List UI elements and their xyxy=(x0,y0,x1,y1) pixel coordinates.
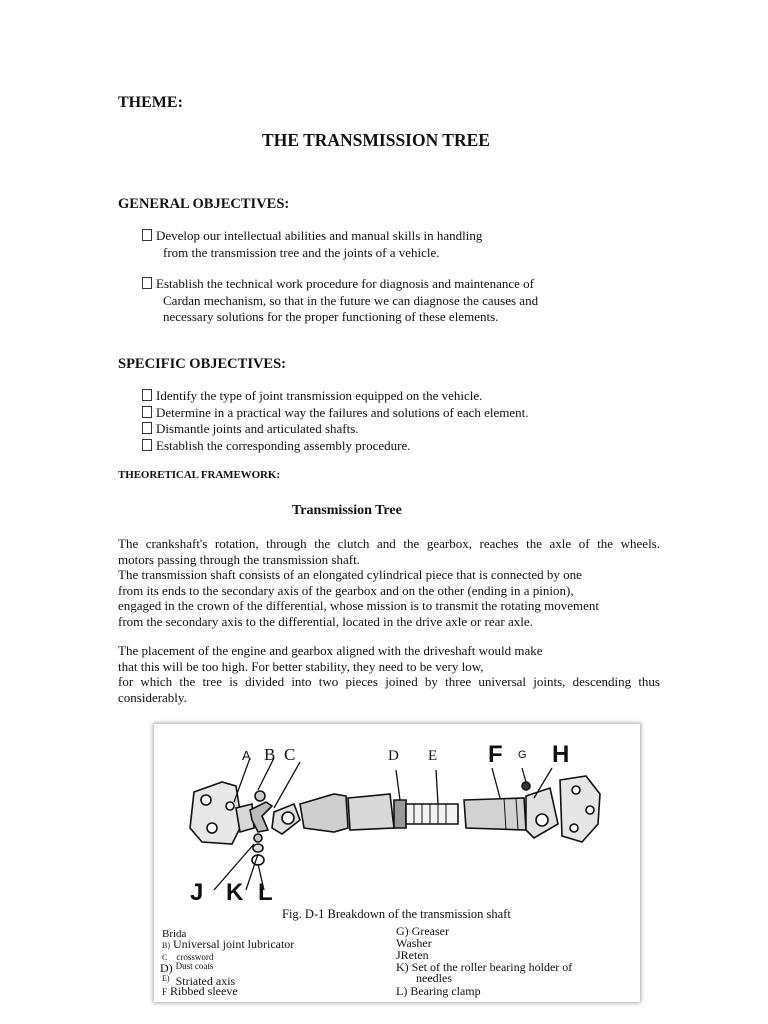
label-l: L xyxy=(258,879,273,906)
label-b: B xyxy=(264,745,276,764)
flange-left xyxy=(190,782,242,844)
checkbox-bullet-icon xyxy=(142,389,152,401)
document-title: THE TRANSMISSION TREE xyxy=(262,130,490,150)
list-item: Determine in a practical way the failures and solutions of each element. xyxy=(142,405,602,422)
legend-item: needles xyxy=(416,971,452,985)
transmission-shaft-figure xyxy=(154,724,640,1002)
checkbox-bullet-icon xyxy=(142,406,152,418)
legend-item: Washer xyxy=(396,936,432,950)
specific-objectives-list xyxy=(142,388,602,454)
legend-item: K) Set of the roller bearing holder of xyxy=(396,960,573,974)
label-d: D xyxy=(388,748,399,764)
legend-item: F Ribbed sleeve xyxy=(162,984,238,998)
general-objectives-heading: GENERAL OBJECTIVES: xyxy=(118,196,290,212)
legend-item: D) $^{Dust coats}$ xyxy=(160,961,214,975)
legend-item: L) Bearing clamp xyxy=(396,984,481,998)
general-objective-item: Establish the technical work procedure for diagnosis and maintenance of Cardan mechanism, so that in the future we can diagnose the causes and necessary solutions for the proper functioning of these elements. xyxy=(142,276,592,326)
label-c: C xyxy=(284,745,296,764)
legend-item: JReten xyxy=(396,948,429,962)
figure-caption: Fig. D-1 Breakdown of the transmission shaft xyxy=(282,907,511,921)
label-k: K xyxy=(226,879,244,906)
paragraph-2: The placement of the engine and gearbox aligned with the driveshaft would make that this will be too high. For better stability, they need to be very low, for which the tree is divided into two pieces joined by three universal joints, descending thus considerably. xyxy=(118,643,660,705)
checkbox-bullet-icon xyxy=(142,277,152,289)
label-a: A xyxy=(242,748,251,763)
section-title: Transmission Tree xyxy=(292,503,402,518)
general-objective-item: Develop our intellectual abilities and manual skills in handling from the transmission tree and the joints of a vehicle. xyxy=(142,228,582,261)
checkbox-bullet-icon xyxy=(142,422,152,434)
list-item: Dismantle joints and articulated shafts. xyxy=(142,421,602,438)
checkbox-bullet-icon xyxy=(142,229,152,241)
label-f: F xyxy=(488,741,503,768)
checkbox-bullet-icon xyxy=(142,439,152,451)
transmission-shaft-diagram xyxy=(154,724,640,904)
shaft-tube-mid xyxy=(348,794,394,830)
shaft-tube-front xyxy=(300,794,348,832)
label-e: E xyxy=(428,748,438,764)
theme-label: THEME: xyxy=(118,94,183,111)
legend-item: B) Universal joint lubricator xyxy=(162,937,295,951)
list-item: Establish the corresponding assembly procedure. xyxy=(142,438,602,455)
label-j: J xyxy=(190,879,204,906)
paragraph-1: The crankshaft's rotation, through the clutch and the gearbox, reaches the axle of the wheels. motors passing through the transmission shaft. The transmission shaft consists of an elongated cylindrical piece that is connected by one from its ends to the secondary axis of the gearbox and on the other (ending in a pinion), engaged in the crown of the differential, whose mission is to transmit the rotating movement from the secondary axis to the differential, located in the drive axle or rear axle. xyxy=(118,536,660,629)
label-g: G xyxy=(518,749,527,761)
legend-item: G) Greaser xyxy=(396,924,449,938)
theoretical-framework-heading: THEORETICAL FRAMEWORK: xyxy=(118,469,280,481)
specific-objectives-heading: SPECIFIC OBJECTIVES: xyxy=(118,356,286,372)
legend-item: C crossword xyxy=(162,952,214,962)
legend-item: $^{E)}$ Striated axis xyxy=(162,974,236,988)
label-h: H xyxy=(552,741,570,768)
legend-item: Brida xyxy=(162,928,187,940)
list-item: Identify the type of joint transmission equipped on the vehicle. xyxy=(142,388,602,405)
